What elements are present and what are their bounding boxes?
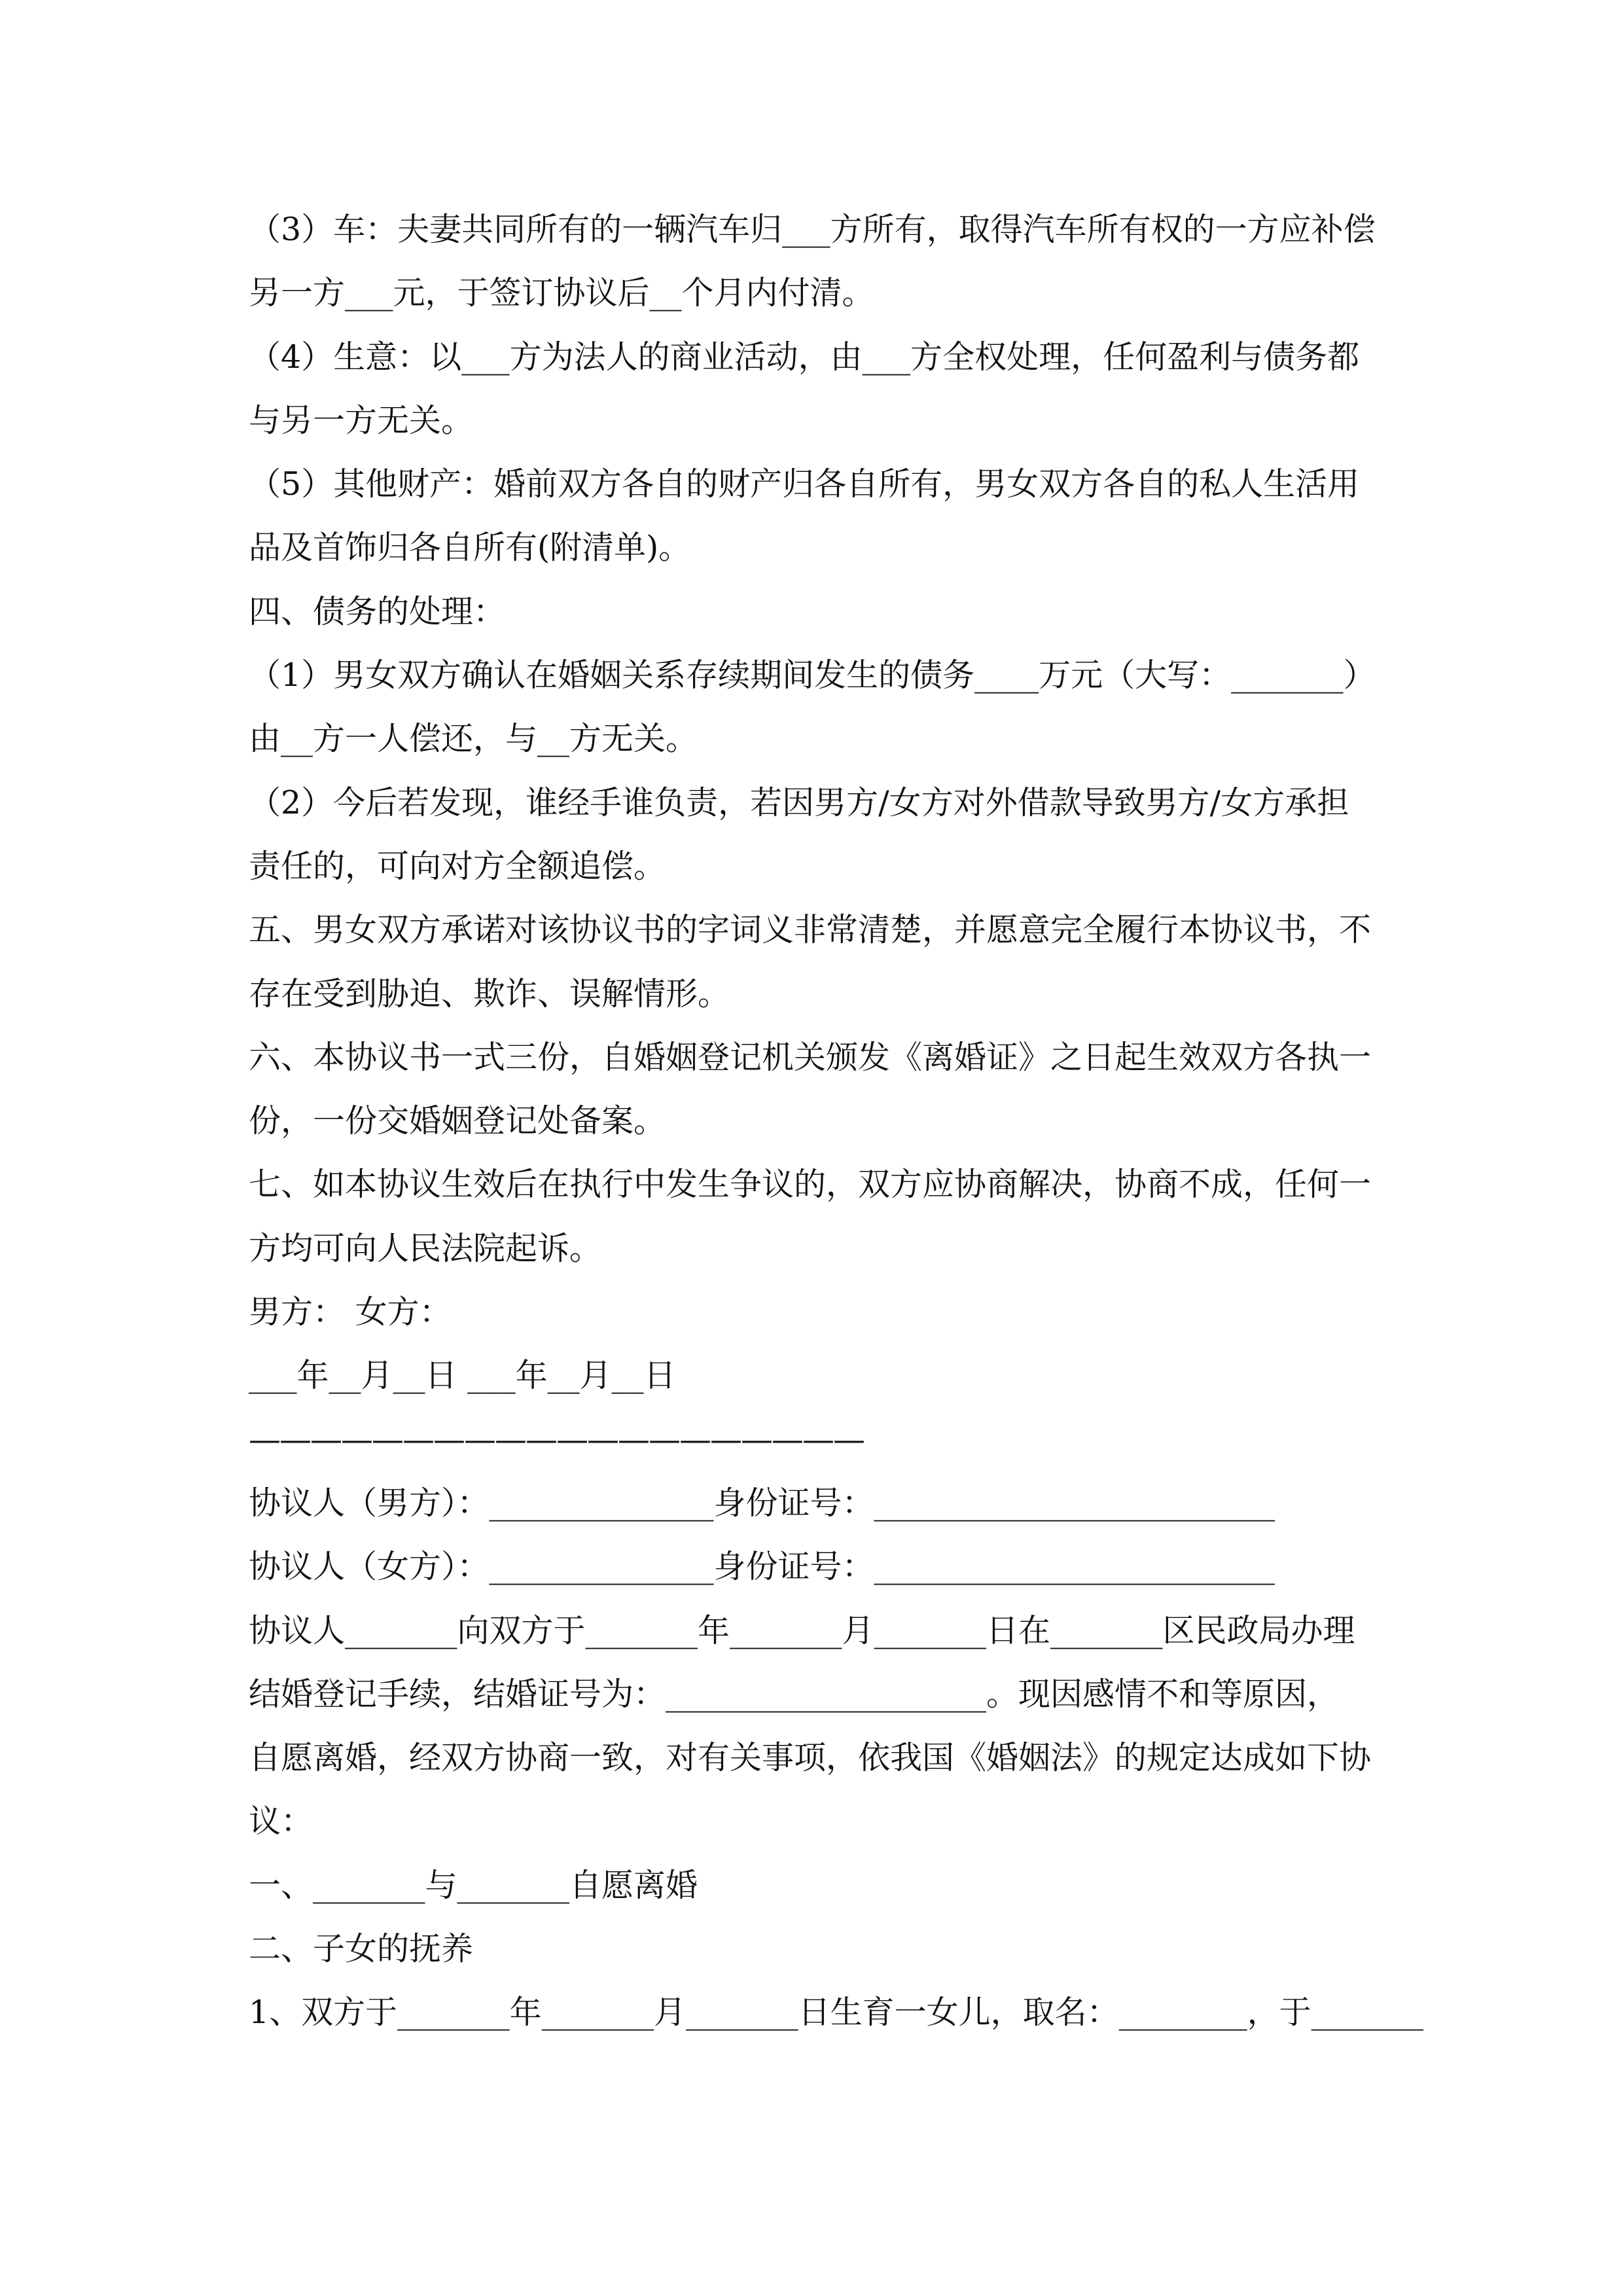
text-line: 品及首饰归各自所有(附清单)。 (249, 529, 691, 567)
text-line: 五、男女双方承诺对该协议书的字词义非常清楚，并愿意完全履行本协议书，不 (249, 911, 1372, 949)
document-body (249, 198, 1424, 2045)
separator-line: ———————————————————— (249, 1420, 864, 1458)
text-line: 份，一份交婚姻登记处备案。 (249, 1102, 666, 1140)
text-line: 责任的，可向对方全额追偿。 (249, 847, 666, 885)
text-line: 存在受到胁迫、欺诈、误解情形。 (249, 975, 730, 1013)
text-line: （3）车：夫妻共同所有的一辆汽车归___方所有，取得汽车所有权的一方应补偿 (249, 211, 1376, 248)
text-line: 与另一方无关。 (249, 401, 474, 439)
text-line: 由__方一人偿还，与__方无关。 (249, 720, 698, 758)
text-line: 六、本协议书一式三份，自婚姻登记机关颁发《离婚证》之日起生效双方各执一 (249, 1038, 1372, 1076)
party-male-line: 协议人（男方）：______________身份证号：_________________________ (249, 1484, 1275, 1522)
signature-labels: 男方： 女方： (249, 1293, 452, 1331)
text-line: （5）其他财产：婚前双方各自的财产归各自所有，男女双方各自的私人生活用 (249, 465, 1360, 503)
text-line: （2）今后若发现，谁经手谁负责，若因男方/女方对外借款导致男方/女方承担 (249, 783, 1349, 821)
text-line: 方均可向人民法院起诉。 (249, 1229, 602, 1267)
text-line: 议： (249, 1803, 313, 1840)
section-heading: 二、子女的抚养 (249, 1930, 474, 1968)
text-line: 自愿离婚，经双方协商一致，对有关事项，依我国《婚姻法》的规定达成如下协 (249, 1739, 1372, 1777)
text-line: 结婚登记手续，结婚证号为：____________________。现因感情不和等原因， (249, 1675, 1340, 1713)
text-line: 1、双方于_______年_______月_______日生育一女儿，取名：________，于_______ (249, 1994, 1424, 2032)
section-heading: 一、_______与_______自愿离婚 (249, 1866, 698, 1904)
text-line: 另一方___元，于签订协议后__个月内付清。 (249, 274, 874, 312)
text-line: （4）生意：以___方为法人的商业活动，由___方全权处理，任何盈利与债务都 (249, 338, 1360, 376)
party-female-line: 协议人（女方）：______________身份证号：_________________________ (249, 1548, 1275, 1586)
section-heading: 四、债务的处理： (249, 592, 506, 630)
text-line: 七、如本协议生效后在执行中发生争议的，双方应协商解决，协商不成，任何一 (249, 1166, 1372, 1204)
text-line: （1）男女双方确认在婚姻关系存续期间发生的债务____万元（大写：_______） (249, 656, 1376, 694)
text-line: 协议人_______向双方于_______年_______月_______日在_______区民政局办理 (249, 1611, 1355, 1649)
signature-dates: ___年__月__日 ___年__月__日 (249, 1357, 676, 1395)
